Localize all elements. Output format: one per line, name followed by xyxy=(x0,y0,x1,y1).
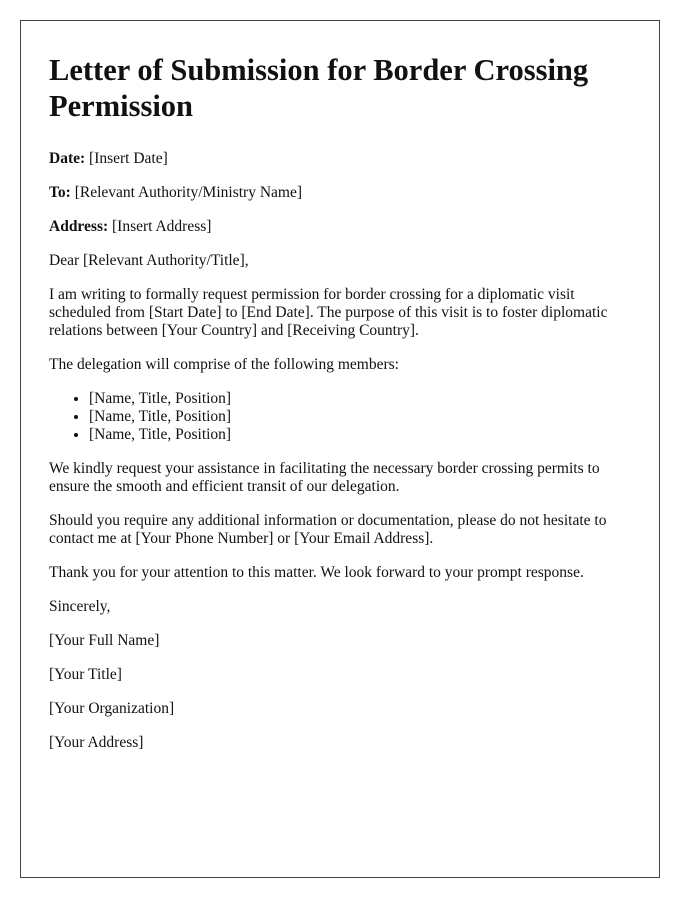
body-paragraph-thanks: Thank you for your attention to this matter. We look forward to your prompt response. xyxy=(49,564,584,581)
signature-title: [Your Title] xyxy=(49,666,122,683)
signature-address: [Your Address] xyxy=(49,734,144,751)
date-line xyxy=(49,150,631,168)
letter-page xyxy=(20,20,660,878)
body-paragraph-delegation: The delegation will comprise of the following members: xyxy=(49,356,399,373)
body-paragraph-assistance: We kindly request your assistance in facilitating the necessary border crossing permits to ensure the smooth and efficient transit of our delegation. xyxy=(49,460,600,495)
address-value: [Insert Address] xyxy=(112,218,212,235)
date-value: [Insert Date] xyxy=(89,150,168,167)
body-paragraph-request: I am writing to formally request permission for border crossing for a diplomatic visit scheduled from [Start Date] to [End Date]. The purpose of this visit is to foster diplomatic relations between [Your Country] and [Receiving Country]. xyxy=(49,286,608,339)
list-item: • [Name, Title, Position] xyxy=(89,390,631,408)
address-label: Address: xyxy=(49,218,109,235)
to-line xyxy=(49,184,631,202)
date-label: Date: xyxy=(49,150,86,167)
closing: Sincerely, xyxy=(49,598,111,615)
letter-title: Letter of Submission for Border Crossing Permission xyxy=(49,53,589,123)
to-label: To: xyxy=(49,184,71,201)
members-list xyxy=(49,390,631,444)
signature-name: [Your Full Name] xyxy=(49,632,160,649)
signature-organization: [Your Organization] xyxy=(49,700,175,717)
address-line xyxy=(49,218,631,236)
list-item: • [Name, Title, Position] xyxy=(89,426,631,444)
list-item: • [Name, Title, Position] xyxy=(89,408,631,426)
to-value: [Relevant Authority/Ministry Name] xyxy=(74,184,302,201)
body-paragraph-contact: Should you require any additional information or documentation, please do not hesitate to contact me at [Your Phone Number] or [Your Email Address]. xyxy=(49,512,607,547)
salutation: Dear [Relevant Authority/Title], xyxy=(49,252,249,269)
